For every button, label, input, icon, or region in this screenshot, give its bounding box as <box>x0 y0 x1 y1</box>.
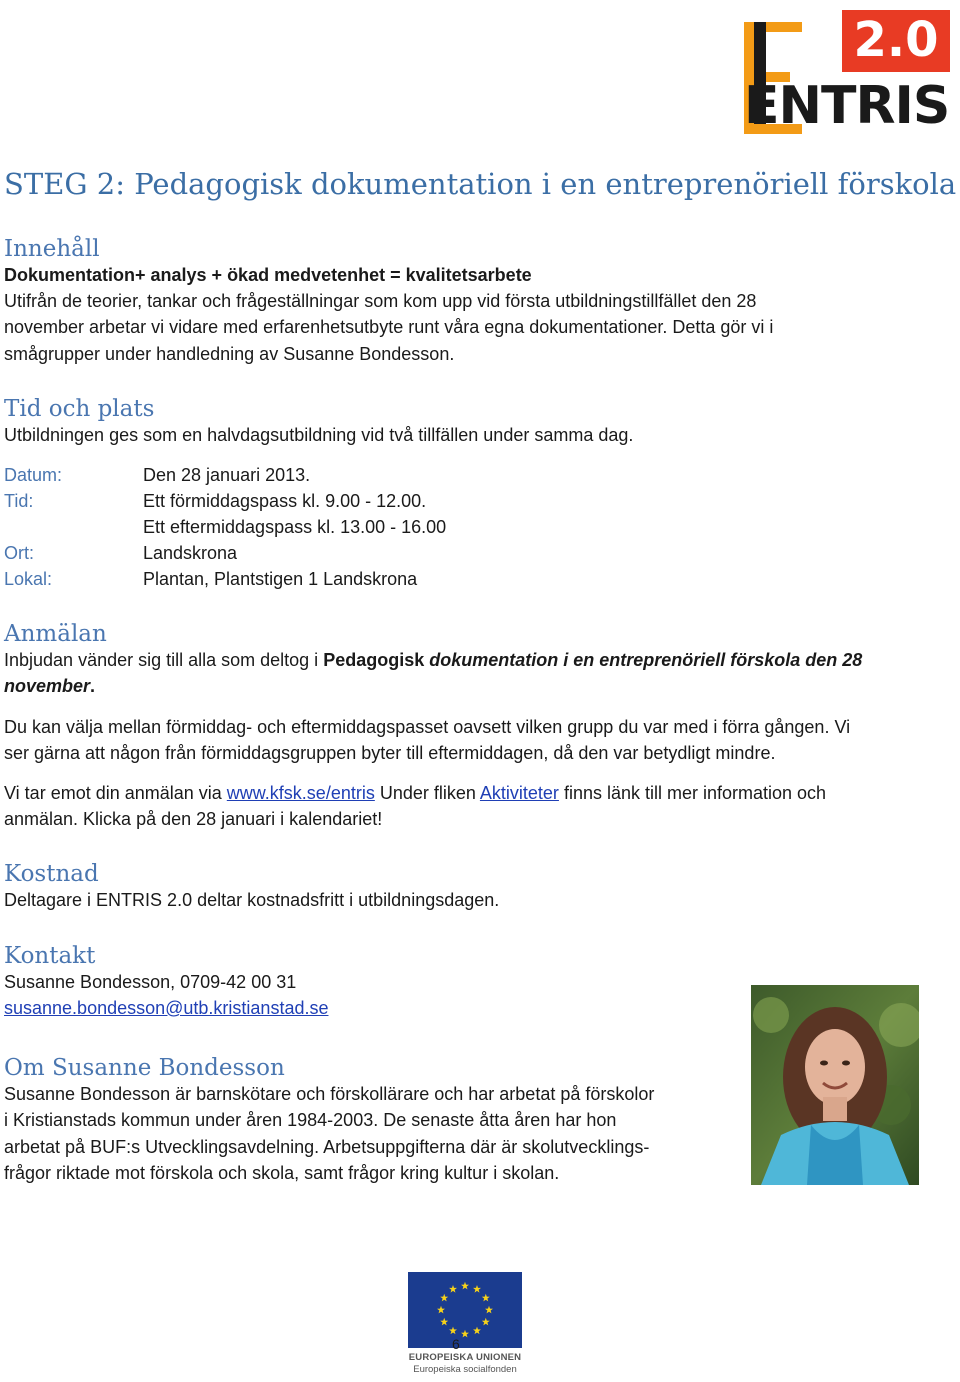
anmalan-p1-bold: Pedagogisk <box>323 650 430 670</box>
info-value: Landskrona <box>143 543 238 563</box>
heading-kontakt: Kontakt <box>4 943 96 969</box>
heading-tid-och-plats: Tid och plats <box>4 396 155 422</box>
entris-link[interactable]: www.kfsk.se/entris <box>226 783 375 803</box>
eu-line-1: EUROPEISKA UNIONEN <box>408 1352 522 1363</box>
anmalan-p3-suffix: finns länk till mer information och <box>558 783 827 803</box>
heading-anmalan: Anmälan <box>4 621 107 647</box>
innehall-subtitle: Dokumentation+ analys + ökad medvetenhet = kvalitetsarbete <box>4 265 532 285</box>
anmalan-p1-bold-italic: dokumentation i en entreprenöriell förskola den 28 <box>429 650 863 670</box>
om-line-4: frågor riktade mot förskola och skola, samt frågor kring kultur i skolan. <box>4 1162 560 1183</box>
innehall-line-2: november arbetar vi vidare med erfarenhetsutbyte runt våra egna dokumentationer. Detta gör vi i <box>4 317 774 338</box>
page-title: STEG 2: Pedagogisk dokumentation i en entreprenöriell förskola <box>4 167 957 201</box>
anmalan-paragraph-2 <box>4 714 954 767</box>
anmalan-paragraph-3 <box>4 780 954 833</box>
anmalan-p1-line2: november <box>4 676 91 697</box>
innehall-line-1: Utifrån de teorier, tankar och frågeställningar som kom upp vid första utbildningstillfället den 28 <box>4 291 757 311</box>
heading-kostnad: Kostnad <box>4 861 99 887</box>
info-value: Plantan, Plantstigen 1 Landskrona <box>143 569 418 589</box>
portrait-photo <box>751 985 919 1185</box>
info-label: Datum: <box>4 465 63 485</box>
anmalan-p2-line2: ser gärna att någon från förmiddagsgruppen byter till eftermiddagen, då den var betydligt mindre. <box>4 743 776 764</box>
logo-text: ENTRIS <box>744 76 950 136</box>
kontakt-name-phone: Susanne Bondesson, 0709-42 00 31 <box>4 972 297 992</box>
eu-line-2: Europeiska socialfonden <box>413 1364 517 1375</box>
anmalan-p3-line2: anmälan. Klicka på den 28 januari i kalendariet! <box>4 809 383 830</box>
entris-logo <box>738 10 952 138</box>
info-value: Ett förmiddagspass kl. 9.00 - 12.00. <box>143 491 427 511</box>
kostnad-text: Deltagare i ENTRIS 2.0 deltar kostnadsfritt i utbildningsdagen. <box>4 890 500 910</box>
anmalan-paragraph-1 <box>4 647 954 700</box>
info-label: Lokal: <box>4 569 53 589</box>
eu-logo <box>405 1272 525 1378</box>
anmalan-p3-prefix: Vi tar emot din anmälan via <box>4 783 227 803</box>
aktiviteter-link[interactable]: Aktiviteter <box>479 783 559 803</box>
logo-version: 2.0 <box>853 12 939 68</box>
portrait-photo-graphic <box>751 985 919 1185</box>
om-line-2: i Kristianstads kommun under åren 1984-2003. De senaste åtta åren har hon <box>4 1110 617 1131</box>
innehall-line-3: smågrupper under handledning av Susanne Bondesson. <box>4 343 455 364</box>
tid-och-plats-intro: Utbildningen ges som en halvdagsutbildning vid två tillfällen under samma dag. <box>4 425 634 445</box>
anmalan-p1-end: . <box>90 676 96 697</box>
om-paragraph <box>4 1081 724 1186</box>
info-value: Den 28 januari 2013. <box>143 465 311 485</box>
eu-flag-icon <box>408 1272 528 1348</box>
info-label: Ort: <box>4 543 34 563</box>
info-value: Ett eftermiddagspass kl. 13.00 - 16.00 <box>143 517 447 537</box>
anmalan-p3-mid: Under fliken <box>374 783 480 803</box>
kontakt-email-link[interactable]: susanne.bondesson@utb.kristianstad.se <box>4 998 329 1018</box>
anmalan-p2-line1: Du kan välja mellan förmiddag- och eftermiddagspasset oavsett vilken grupp du var med i förra gången. Vi <box>4 717 851 737</box>
heading-om: Om Susanne Bondesson <box>4 1055 285 1081</box>
om-line-3: arbetat på BUF:s Utvecklingsavdelning. Arbetsuppgifterna där är skolutvecklings- <box>4 1136 650 1157</box>
info-label: Tid: <box>4 491 34 511</box>
innehall-paragraph <box>4 288 954 367</box>
page-number: 6 <box>452 1336 460 1352</box>
anmalan-p1-prefix: Inbjudan vänder sig till alla som deltog i <box>4 650 324 670</box>
heading-innehall: Innehåll <box>4 236 100 262</box>
om-line-1: Susanne Bondesson är barnskötare och förskollärare och har arbetat på förskolor <box>4 1084 655 1104</box>
